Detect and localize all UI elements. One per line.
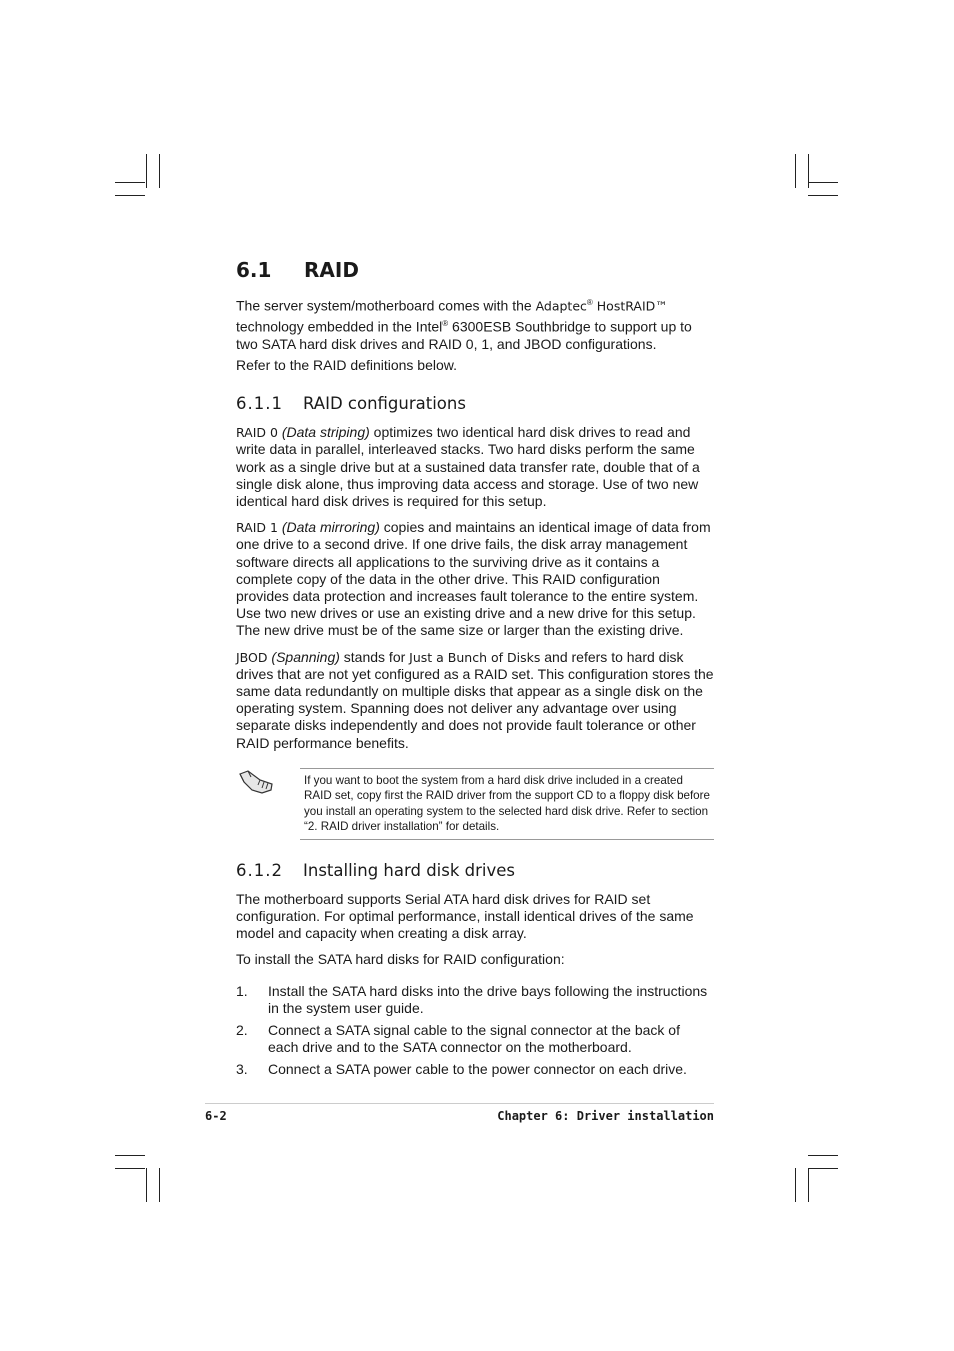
jbod-term: JBOD: [236, 649, 268, 665]
note-text: If you want to boot the system from a hard disk drive included in a created RAID set, copy first the RAID driver from the support CD to a floppy disk before you install an operating system to the selected hard disk drive. Refer to section “2. RAID driver installation” for details.: [300, 768, 714, 840]
list-item: [236, 1061, 714, 1078]
crop-mark: [808, 182, 838, 183]
page-number: 6-2: [205, 1109, 227, 1123]
page-content: [236, 256, 714, 1084]
list-item: [236, 983, 714, 1017]
section-heading: [236, 256, 714, 284]
crop-mark: [115, 195, 145, 196]
jbod-paragraph: [236, 649, 714, 752]
raid0-subtitle: (Data striping): [281, 424, 370, 441]
footer-divider: [205, 1103, 714, 1104]
subsection-number: 6.1.1: [236, 394, 283, 414]
brand-name: HostRAID™: [592, 298, 668, 314]
crop-mark: [146, 154, 147, 188]
list-item: [236, 1022, 714, 1056]
jbod-expansion: Just a Bunch of Disks: [409, 649, 541, 665]
raid1-text: copies and maintains an identical image of data from one drive to a second drive. If one drive fails, the disk array management software directs all applications to the surviving drive as it contains a complete copy of the data in the other drive. This RAID configuration provides data protection and increases fault tolerance to the entire system. Use two new drives or use an existing drive and a new drive for this setup. The new drive must be of the same size or larger than the existing drive.: [236, 519, 711, 639]
jbod-text: and refers to hard disk drives that are not yet configured as a RAID set. This configuration stores the same data redundantly on multiple disks that appear as a single disk on the operating system. Spanning does not deliver any advantage over using separate disks independently and does not provide fault tolerance or other RAID performance benefits.: [236, 648, 714, 751]
subsection-heading: [236, 393, 714, 415]
crop-mark: [115, 182, 145, 183]
step-text: Install the SATA hard disks into the drive bays following the instructions in the system user guide.: [268, 982, 708, 1016]
step-text: Connect a SATA signal cable to the signal connector at the back of each drive and to the SATA connector on the motherboard.: [268, 1022, 680, 1056]
subsection-title: RAID configurations: [303, 394, 466, 414]
intro-paragraph: [236, 294, 714, 353]
raid0-paragraph: [236, 424, 714, 510]
crop-mark: [115, 1168, 145, 1169]
brand-name: Adaptec: [535, 298, 587, 314]
raid1-term: RAID 1: [236, 520, 278, 536]
registered-mark: ®: [442, 318, 449, 328]
jbod-text: stands for: [339, 648, 410, 665]
raid0-text: optimizes two identical hard disk drives to read and write data in parallel, interleaved stacks. Two hard disks perform the same work as a single drive but at a sustained data transfer rate, double that of a single disk alone, thus improving data access and storage. Use of two new identical hard disk drives is required for this setup.: [236, 424, 700, 509]
subsection-heading: [236, 860, 714, 882]
subsection-number: 6.1.2: [236, 860, 283, 880]
install-steps: [236, 983, 714, 1079]
crop-mark: [808, 1155, 838, 1156]
step-number: 1.: [236, 982, 248, 999]
subsection-title: Installing hard disk drives: [303, 860, 516, 880]
section-title: RAID: [304, 258, 359, 282]
crop-mark: [808, 1168, 809, 1202]
install-paragraph: The motherboard supports Serial ATA hard disk drives for RAID set configuration. For optimal performance, install identical drives of the same model and capacity when creating a disk array.: [236, 890, 694, 942]
registered-mark: ®: [586, 298, 593, 307]
note-box: [236, 768, 714, 842]
intro-text: The server system/motherboard comes with the: [236, 297, 536, 314]
intro-refer: Refer to the RAID definitions below.: [236, 356, 458, 373]
raid0-term: RAID 0: [236, 425, 278, 441]
hand-note-icon: [238, 768, 274, 796]
step-text: Connect a SATA power cable to the power connector on each drive.: [268, 1061, 687, 1078]
crop-mark: [115, 1155, 145, 1156]
crop-mark: [146, 1168, 147, 1202]
crop-mark: [795, 154, 796, 188]
install-intro: To install the SATA hard disks for RAID configuration:: [236, 951, 565, 968]
jbod-subtitle: (Spanning): [271, 648, 340, 665]
crop-mark: [159, 1168, 160, 1202]
crop-mark: [808, 195, 838, 196]
intro-text: technology embedded in the Intel: [236, 318, 443, 335]
raid1-paragraph: [236, 519, 714, 639]
step-number: 3.: [236, 1061, 248, 1078]
page-footer: [205, 1109, 714, 1127]
chapter-title: Chapter 6: Driver installation: [497, 1109, 714, 1123]
intro-text: 6300ESB Southbridge to support up to two SATA hard disk drives and RAID 0, 1, and JBOD configurations.: [236, 318, 692, 352]
crop-mark: [808, 1168, 838, 1169]
raid1-subtitle: (Data mirroring): [281, 519, 380, 536]
crop-mark: [795, 1168, 796, 1202]
section-number: 6.1: [236, 258, 272, 282]
step-number: 2.: [236, 1022, 248, 1038]
crop-mark: [159, 154, 160, 188]
